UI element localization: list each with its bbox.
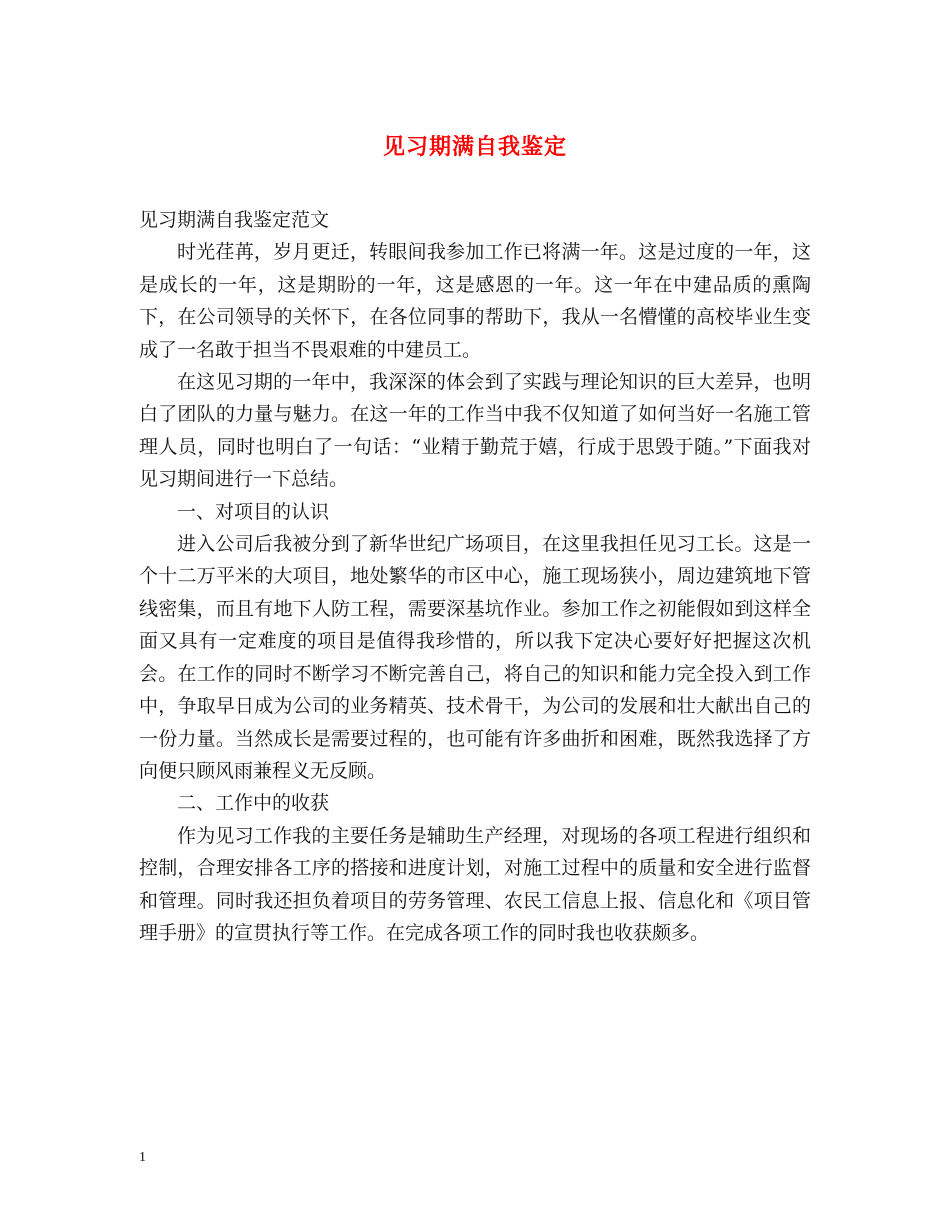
document-body xyxy=(139,204,811,949)
paragraph-gains: 作为见习工作我的主要任务是辅助生产经理，对现场的各项工程进行组织和控制，合理安排各工序的搭接和进度计划，对施工过程中的质量和安全进行监督和管理。同时我还担负着项目的劳务管理、农民工信息上报、信息化和《项目管理手册》的宣贯执行等工作。在完成各项工作的同时我也收获颇多。 xyxy=(139,824,811,944)
paragraph-project: 进入公司后我被分到了新华世纪广场项目，在这里我担任见习工长。这是一个十二万平米的大项目，地处繁华的市区中心，施工现场狭小，周边建筑地下管线密集，而且有地下人防工程，需要深基坑作业。参加工作之初能假如到这样全面又具有一定难度的项目是值得我珍惜的，所以我下定决心要好好把握这次机会。在工作的同时不断学习不断完善自己，将自己的知识和能力完全投入到工作中，争取早日成为公司的业务精英、技术骨干，为公司的发展和壮大献出自己的一份力量。当然成长是需要过程的，也可能有许多曲折和困难，既然我选择了方向便只顾风雨兼程义无反顾。 xyxy=(139,533,811,782)
section-heading-gains: 二、工作中的收获 xyxy=(177,792,330,815)
section-heading-project: 一、对项目的认识 xyxy=(177,500,330,523)
document-subtitle: 见习期满自我鉴定范文 xyxy=(139,209,330,231)
document-title: 见习期满自我鉴定 xyxy=(382,134,567,160)
page-number: 1 xyxy=(139,1150,146,1165)
paragraph-experience: 在这见习期的一年中，我深深的体会到了实践与理论知识的巨大差异，也明白了团队的力量与魅力。在这一年的工作当中我不仅知道了如何当好一名施工管理人员，同时也明白了一句话：“业精于勤荒于嬉，行成于思毁于随。”下面我对见习期间进行一下总结。 xyxy=(139,371,811,491)
paragraph-intro: 时光荏苒，岁月更迁，转眼间我参加工作已将满一年。这是过度的一年，这是成长的一年，这是期盼的一年，这是感恩的一年。这一年在中建品质的熏陶下，在公司领导的关怀下，在各位同事的帮助下，我从一名懵懂的高校毕业生变成了一名敢于担当不畏艰难的中建员工。 xyxy=(139,241,811,361)
